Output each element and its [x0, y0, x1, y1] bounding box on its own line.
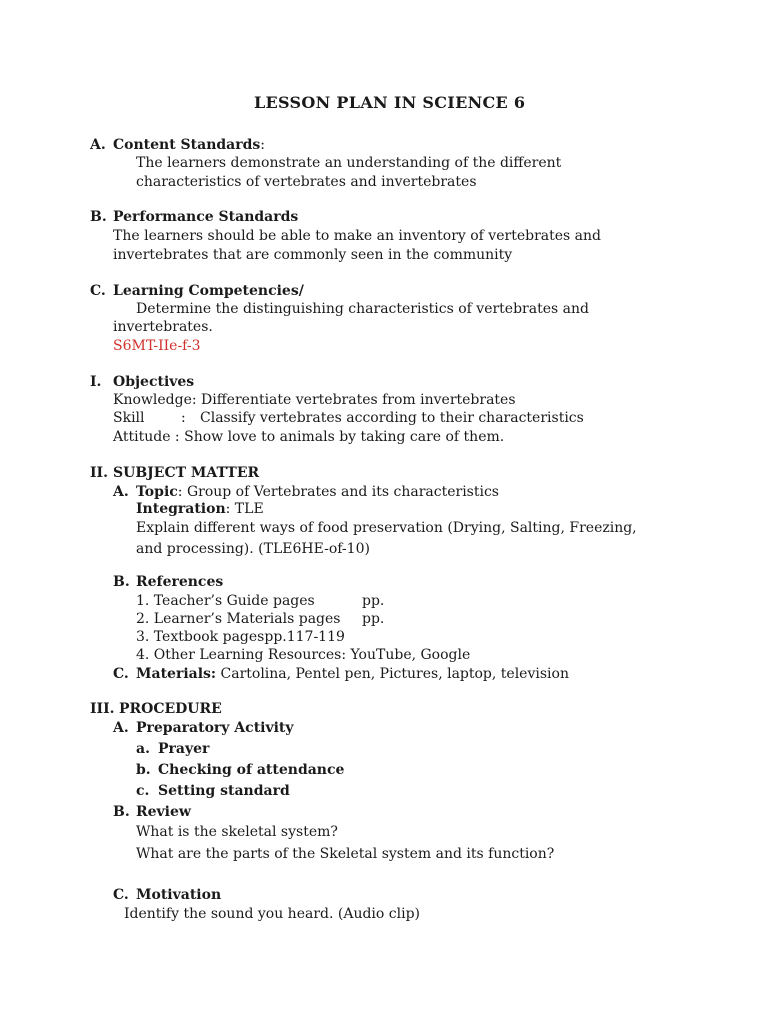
objective-skill-colon: :: [181, 410, 186, 426]
performance-standards-line1: The learners should be able to make an inventory of vertebrates and: [113, 228, 601, 244]
references-marker: B.: [113, 574, 130, 590]
review-question-2: What are the parts of the Skeletal system and its function?: [136, 846, 555, 862]
performance-standards-line2: invertebrates that are commonly seen in the community: [113, 247, 513, 263]
prep-item-marker: c.: [136, 783, 150, 799]
review-question-1: What is the skeletal system?: [136, 824, 338, 840]
subject-matter-marker: II.: [90, 465, 108, 481]
review-marker: B.: [113, 804, 130, 820]
learning-competencies-marker: C.: [90, 283, 106, 299]
prep-item-marker: a.: [136, 741, 150, 757]
materials-line: [136, 665, 569, 683]
topic-label: Topic: [136, 484, 178, 500]
preparatory-marker: A.: [113, 720, 129, 736]
prep-item-attendance: Checking of attendance: [158, 762, 345, 778]
content-standards-heading-text: Content Standards: [113, 137, 261, 153]
prep-item-marker: b.: [136, 762, 151, 778]
topic-marker: A.: [113, 484, 129, 500]
subject-matter-heading: SUBJECT MATTER: [113, 465, 260, 481]
content-standards-colon: :: [260, 137, 266, 153]
objective-knowledge: Knowledge: Differentiate vertebrates from invertebrates: [113, 392, 516, 408]
references-heading: References: [136, 574, 224, 590]
integration-line: [136, 500, 264, 518]
integration-text: : TLE: [225, 501, 264, 517]
reference-1-pp: pp.: [362, 593, 385, 609]
topic-line: [136, 483, 499, 501]
reference-1: 1. Teacher’s Guide pages: [136, 593, 315, 609]
integration-label: Integration: [136, 501, 226, 517]
materials-label: Materials:: [136, 666, 217, 682]
objective-skill-text: Classify vertebrates according to their characteristics: [200, 410, 584, 426]
materials-marker: C.: [113, 666, 129, 682]
prep-item-prayer: Prayer: [158, 741, 210, 757]
content-standards-line2: characteristics of vertebrates and invertebrates: [136, 174, 477, 190]
content-standards-line1: The learners demonstrate an understanding of the different: [136, 155, 562, 171]
content-standards-marker: A.: [90, 137, 106, 153]
reference-3: 3. Textbook pagespp.117-119: [136, 629, 345, 645]
performance-standards-marker: B.: [90, 209, 107, 225]
preparatory-heading: Preparatory Activity: [136, 720, 294, 736]
procedure-marker: III.: [90, 701, 115, 717]
performance-standards-heading: Performance Standards: [113, 209, 299, 225]
learning-competencies-heading: Learning Competencies/: [113, 283, 304, 299]
procedure-heading: PROCEDURE: [119, 701, 222, 717]
objective-attitude: Attitude : Show love to animals by taking care of them.: [113, 429, 505, 445]
reference-4: 4. Other Learning Resources: YouTube, Google: [136, 647, 471, 663]
objectives-heading: Objectives: [113, 374, 195, 390]
reference-2: 2. Learner’s Materials pages: [136, 611, 341, 627]
topic-text: : Group of Vertebrates and its characteristics: [177, 484, 499, 500]
objectives-marker: I.: [90, 374, 102, 390]
reference-2-pp: pp.: [362, 611, 385, 627]
review-heading: Review: [136, 804, 191, 820]
learning-competencies-line2: invertebrates.: [113, 319, 213, 335]
motivation-heading: Motivation: [136, 887, 222, 903]
integration-explain-line2: and processing). (TLE6HE-of-10): [136, 541, 370, 557]
objective-skill-label: Skill: [113, 410, 145, 426]
materials-text: Cartolina, Pentel pen, Pictures, laptop, television: [216, 666, 569, 682]
prep-item-standard: Setting standard: [158, 783, 290, 799]
learning-competencies-line1: Determine the distinguishing characteristics of vertebrates and: [136, 301, 589, 317]
motivation-marker: C.: [113, 887, 129, 903]
integration-explain-line1: Explain different ways of food preservation (Drying, Salting, Freezing,: [136, 520, 637, 536]
page-title: LESSON PLAN IN SCIENCE 6: [254, 93, 526, 112]
competency-code: S6MT-IIe-f-3: [113, 338, 201, 354]
content-standards-heading: [113, 136, 265, 154]
motivation-text: Identify the sound you heard. (Audio clip): [124, 906, 421, 922]
